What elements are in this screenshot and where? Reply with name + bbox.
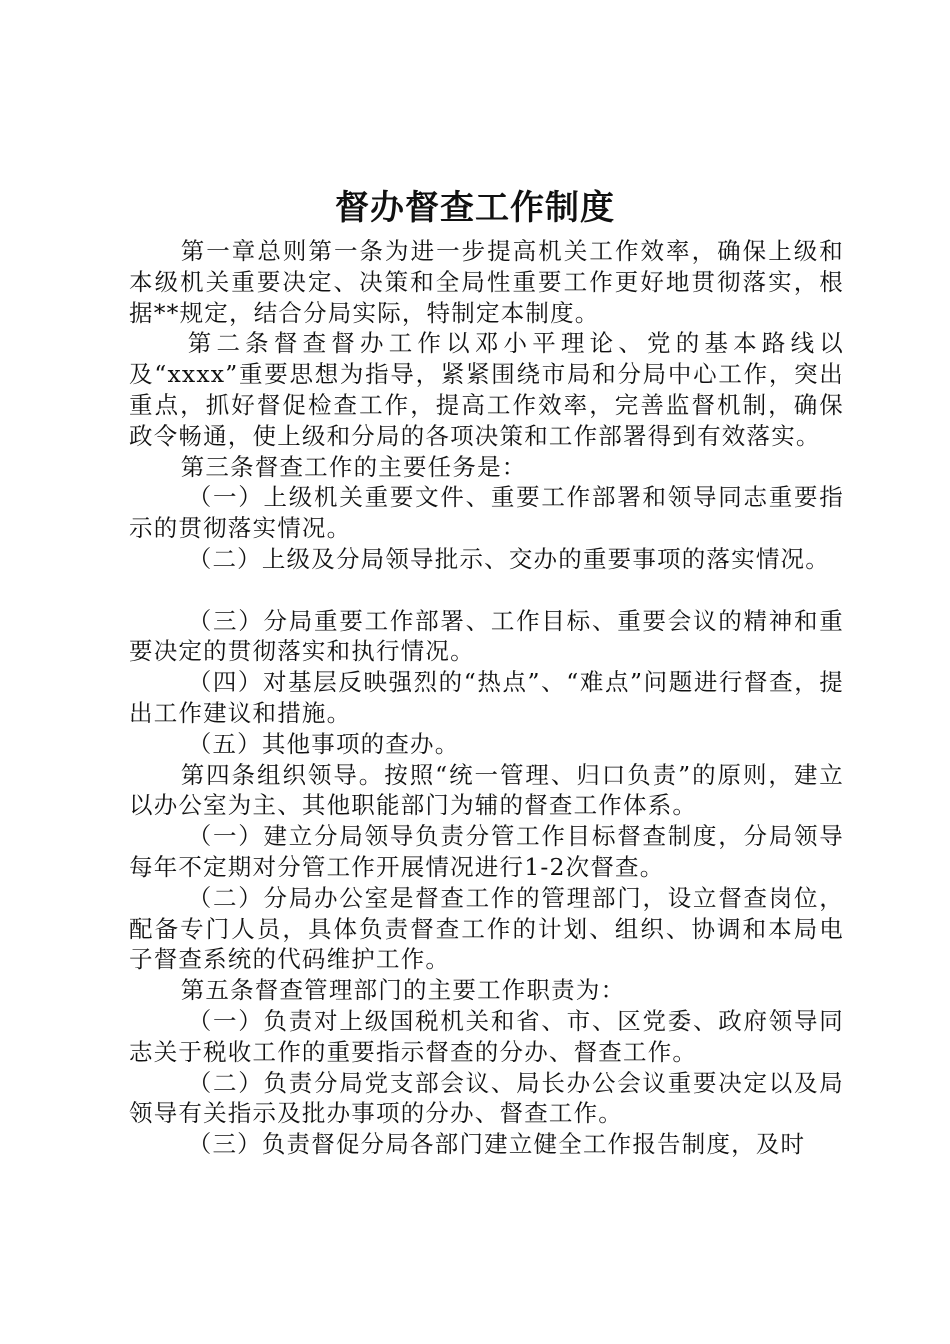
paragraph-article-4-item-1: （一）建立分局领导负责分管工作目标督查制度，分局领导每年不定期对分管工作开展情况进行1-2次督查。 bbox=[129, 822, 844, 881]
paragraph-general-provisions: 第一章总则第一条为进一步提高机关工作效率，确保上级和本级机关重要决定、决策和全局性重要工作更好地贯彻落实，根据**规定，结合分局实际，特制定本制度。 bbox=[129, 237, 844, 327]
paragraph-article-5-item-3: （三）负责督促分局各部门建立健全工作报告制度，及时 bbox=[187, 1130, 806, 1159]
document-title: 督办督查工作制度 bbox=[335, 188, 615, 228]
paragraph-article-2: 第二条督查督办工作以邓小平理论、党的基本路线以及“xxxx”重要思想为指导，紧紧围绕市局和分局中心工作，突出重点，抓好督促检查工作，提高工作效率，完善监督机制，确保政令畅通，使上级和分局的各项决策和工作部署得到有效落实。 bbox=[129, 329, 844, 450]
paragraph-task-3: （三）分局重要工作部署、工作目标、重要会议的精神和重要决定的贯彻落实和执行情况。 bbox=[129, 606, 844, 666]
paragraph-article-4: 第四条组织领导。按照“统一管理、归口负责”的原则，建立以办公室为主、其他职能部门为辅的督查工作体系。 bbox=[129, 760, 844, 820]
paragraph-article-5-item-1: （一）负责对上级国税机关和省、市、区党委、政府领导同志关于税收工作的重要指示督查的分办、督查工作。 bbox=[129, 1006, 844, 1066]
paragraph-task-1: （一）上级机关重要文件、重要工作部署和领导同志重要指示的贯彻落实情况。 bbox=[129, 483, 844, 543]
paragraph-spacer bbox=[129, 575, 844, 606]
paragraph-task-4: （四）对基层反映强烈的“热点”、“难点”问题进行督查，提出工作建议和措施。 bbox=[129, 668, 844, 727]
paragraph-task-2: （二）上级及分局领导批示、交办的重要事项的落实情况。 bbox=[187, 544, 830, 573]
paragraph-article-3: 第三条督查工作的主要任务是： bbox=[180, 452, 527, 481]
paragraph-article-4-item-2: （二）分局办公室是督查工作的管理部门，设立督查岗位，配备专门人员，具体负责督查工作的计划、组织、协调和本局电子督查系统的代码维护工作。 bbox=[129, 883, 844, 974]
paragraph-task-5: （五）其他事项的查办。 bbox=[187, 729, 460, 758]
document-body bbox=[129, 236, 844, 1160]
paragraph-article-5: 第五条督查管理部门的主要工作职责为： bbox=[180, 976, 626, 1005]
paragraph-article-5-item-2: （二）负责分局党支部会议、局长办公会议重要决定以及局领导有关指示及批办事项的分办、督查工作。 bbox=[129, 1068, 844, 1128]
